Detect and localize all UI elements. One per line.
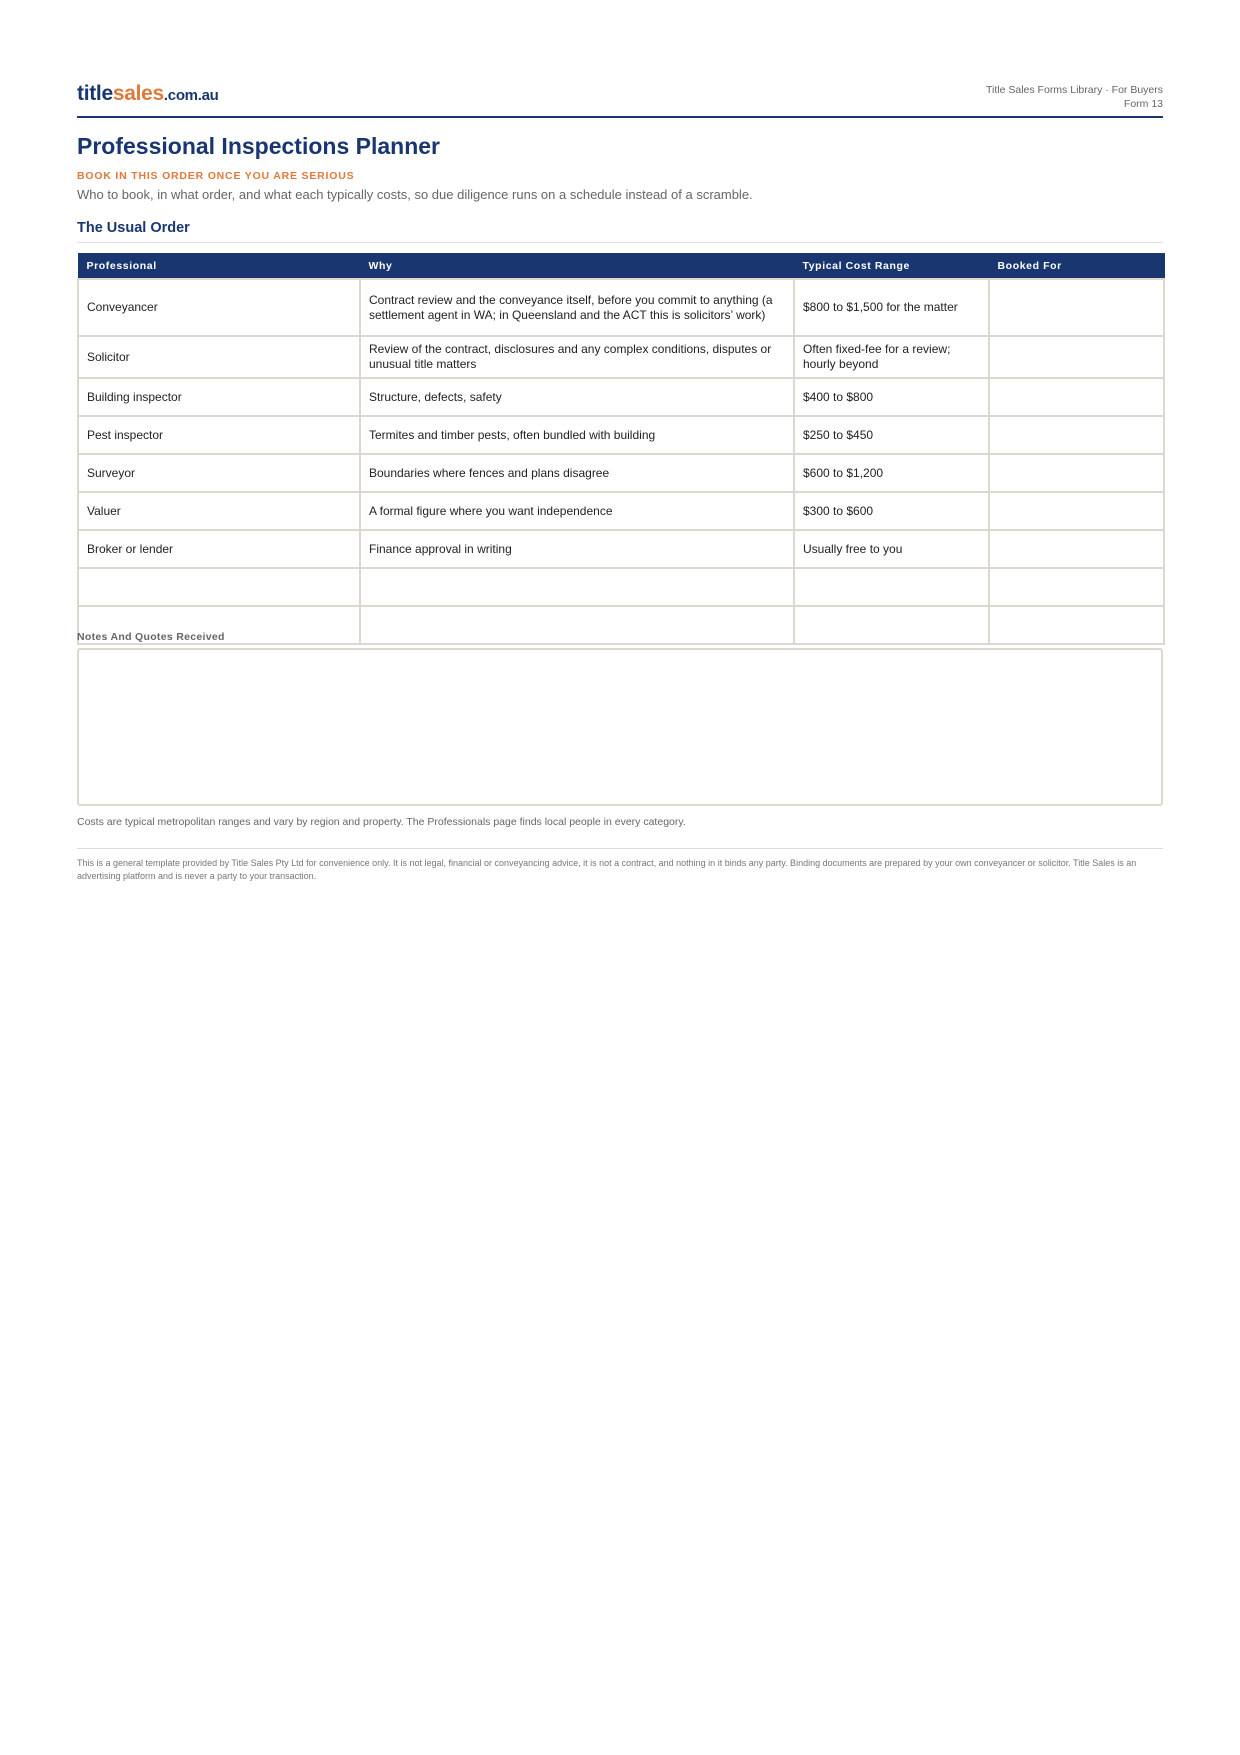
table-header-row	[78, 254, 1164, 280]
table-row	[78, 336, 1164, 378]
cell-booked-for[interactable]	[989, 568, 1164, 606]
column-header-booked-for: Booked For	[989, 254, 1164, 280]
cell-why: Termites and timber pests, often bundled with building	[360, 416, 794, 454]
column-header-cost: Typical Cost Range	[794, 254, 989, 280]
table-row	[78, 378, 1164, 416]
disclaimer: This is a general template provided by Title Sales Pty Ltd for convenience only. It is not legal, financial or conveyancing advice, it is not a contract, and nothing in it binds any party. Binding documents are prepared by your own conveyancer or solicitor. Title Sales is an advertising platform and is never a party to your transaction.	[77, 858, 1137, 881]
cell-professional: Solicitor	[78, 336, 360, 378]
cell-why[interactable]	[360, 606, 794, 644]
table-row	[78, 492, 1164, 530]
cell-cost: $800 to $1,500 for the matter	[794, 279, 989, 336]
cell-booked-for[interactable]	[989, 416, 1164, 454]
library-label: Title Sales Forms Library · For Buyers	[986, 84, 1163, 96]
table-row	[78, 279, 1164, 336]
kicker: BOOK IN THIS ORDER ONCE YOU ARE SERIOUS	[77, 170, 355, 182]
cell-cost[interactable]	[794, 568, 989, 606]
cell-cost: $300 to $600	[794, 492, 989, 530]
cell-professional: Building inspector	[78, 378, 360, 416]
footer-divider	[77, 848, 1163, 849]
table-row	[78, 530, 1164, 568]
cell-cost: Usually free to you	[794, 530, 989, 568]
cell-booked-for[interactable]	[989, 606, 1164, 644]
table-row-blank	[78, 568, 1164, 606]
cell-professional: Broker or lender	[78, 530, 360, 568]
cell-why[interactable]	[360, 568, 794, 606]
section-heading: The Usual Order	[77, 220, 1163, 243]
cell-professional: Pest inspector	[78, 416, 360, 454]
cell-cost: Often fixed-fee for a review; hourly beyond	[794, 336, 989, 378]
cell-professional: Valuer	[78, 492, 360, 530]
cell-why: Structure, defects, safety	[360, 378, 794, 416]
cell-why: Finance approval in writing	[360, 530, 794, 568]
logo-domain: .com.au	[163, 87, 219, 104]
cell-cost: $250 to $450	[794, 416, 989, 454]
page-header	[77, 78, 1163, 118]
brand-logo[interactable]	[77, 82, 219, 106]
cell-professional: Conveyancer	[78, 279, 360, 336]
cell-booked-for[interactable]	[989, 530, 1164, 568]
page-title: Professional Inspections Planner	[77, 133, 440, 159]
header-meta	[986, 83, 1163, 111]
cell-cost[interactable]	[794, 606, 989, 644]
table-row	[78, 416, 1164, 454]
cell-why: A formal figure where you want independence	[360, 492, 794, 530]
cell-professional: Surveyor	[78, 454, 360, 492]
form-number: Form 13	[1123, 98, 1163, 110]
intro-text: Who to book, in what order, and what each typically costs, so due diligence runs on a schedule instead of a scramble.	[77, 187, 753, 202]
cell-booked-for[interactable]	[989, 492, 1164, 530]
order-table	[77, 253, 1165, 645]
cell-cost: $600 to $1,200	[794, 454, 989, 492]
column-header-why: Why	[360, 254, 794, 280]
notes-field[interactable]	[77, 648, 1163, 806]
logo-sales: sales	[112, 82, 164, 105]
cell-booked-for[interactable]	[989, 279, 1164, 336]
table-row	[78, 454, 1164, 492]
cell-professional[interactable]	[78, 568, 360, 606]
costs-note: Costs are typical metropolitan ranges and vary by region and property. The Professionals page finds local people in every category.	[77, 816, 686, 828]
cell-why: Boundaries where fences and plans disagree	[360, 454, 794, 492]
cell-cost: $400 to $800	[794, 378, 989, 416]
column-header-professional: Professional	[78, 254, 360, 280]
cell-booked-for[interactable]	[989, 454, 1164, 492]
table-row-blank	[78, 606, 1164, 644]
notes-label: Notes And Quotes Received	[77, 631, 225, 643]
logo-title: title	[77, 82, 113, 105]
cell-booked-for[interactable]	[989, 336, 1164, 378]
cell-booked-for[interactable]	[989, 378, 1164, 416]
cell-why: Contract review and the conveyance itself, before you commit to anything (a settlement agent in WA; in Queensland and the ACT this is solicitors’ work)	[360, 279, 794, 336]
cell-why: Review of the contract, disclosures and any complex conditions, disputes or unusual title matters	[360, 336, 794, 378]
